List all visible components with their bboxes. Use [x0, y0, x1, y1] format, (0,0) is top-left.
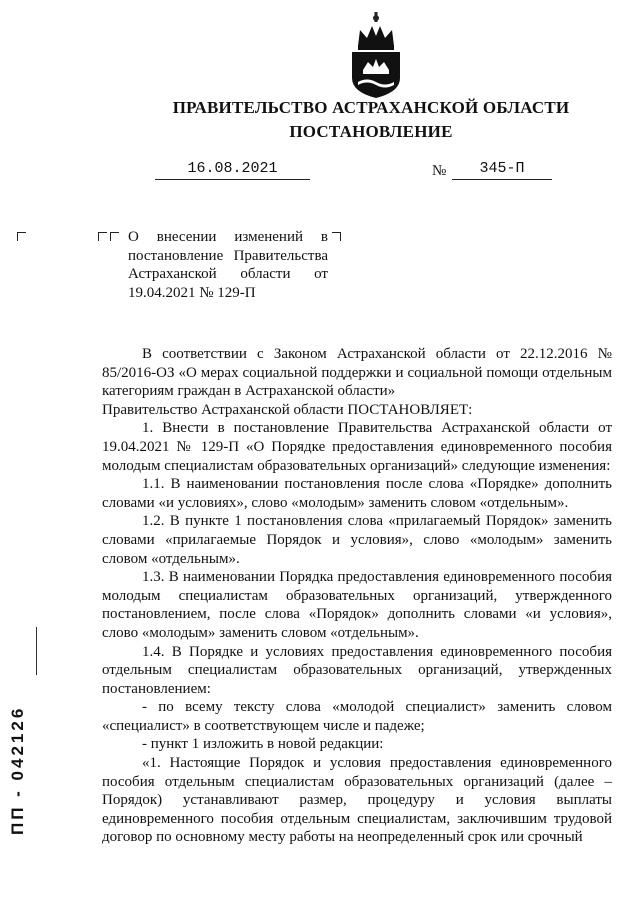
number-sign: № — [432, 163, 447, 179]
clause-paragraph: - пункт 1 изложить в новой редакции: — [142, 736, 384, 753]
organization-name: ПРАВИТЕЛЬСТВО АСТРАХАНСКОЙ ОБЛАСТИ — [172, 98, 570, 117]
clause-paragraph: 1.2. В пункте 1 постановления слова «прилагаемый Порядок» заменить словами «прилагаемые Порядок и условия», слово «молодым» заменить словом «отдельным». — [102, 513, 612, 567]
corner-mark — [332, 232, 341, 241]
preamble-paragraph: В соответствии с Законом Астраханской области от 22.12.2016 № 85/2016-ОЗ «О мерах социальной поддержки и социальной помощи отдельным категориям граждан в Астраханской области» — [102, 346, 612, 400]
document-number: 345-П — [452, 160, 552, 180]
clause-paragraph: 1.4. В Порядке и условиях предоставления единовременного пособия отдельным специалистам образовательных организаций, утвержденных постановлением: — [102, 643, 612, 697]
clause-paragraph: «1. Настоящие Порядок и условия предоставления единовременного пособия отдельным специалистам образовательных организаций (далее – Порядок) устанавливают размер, процедуру и условия выплаты единовременного пособия отдельным специалистам, заключившим трудовой договор по основному месту работы на неопределенный срок или срочный — [102, 755, 612, 846]
serial-number: ПП - 042126 — [8, 705, 27, 835]
document-date: 16.08.2021 — [155, 160, 310, 180]
coat-of-arms-icon — [346, 12, 406, 98]
margin-line — [36, 627, 37, 675]
document-type: ПОСТАНОВЛЕНИЕ — [289, 122, 453, 141]
corner-mark — [98, 232, 107, 241]
document-body — [102, 345, 612, 847]
corner-mark — [17, 232, 26, 241]
clause-paragraph: 1. Внести в постановление Правительства Астраханской области от 19.04.2021 № 129-П «О Порядке предоставления единовременного пособия молодым специалистам образовательных организаций» следующие изменения: — [102, 420, 612, 474]
document-subject: О внесении изменений в постановление Правительства Астраханской области от 19.04.2021 № 129-П — [128, 229, 328, 301]
resolution-line: Правительство Астраханской области ПОСТАНОВЛЯЕТ: — [102, 401, 473, 418]
clause-paragraph: - по всему тексту слова «молодой специалист» заменить словом «специалист» в соответствующем числе и падеже; — [102, 699, 612, 734]
corner-mark — [110, 232, 119, 241]
clause-paragraph: 1.3. В наименовании Порядка предоставления единовременного пособия молодым специалистам образовательных организаций, утвержденного постановлением, после слова «Порядок» дополнить словами «и условия», слово «молодым» заменить словом «отдельным». — [102, 569, 612, 641]
clause-paragraph: 1.1. В наименовании постановления после слова «Порядке» дополнить словами «и условиях», слово «молодым» заменить словом «отдельным». — [102, 476, 612, 511]
